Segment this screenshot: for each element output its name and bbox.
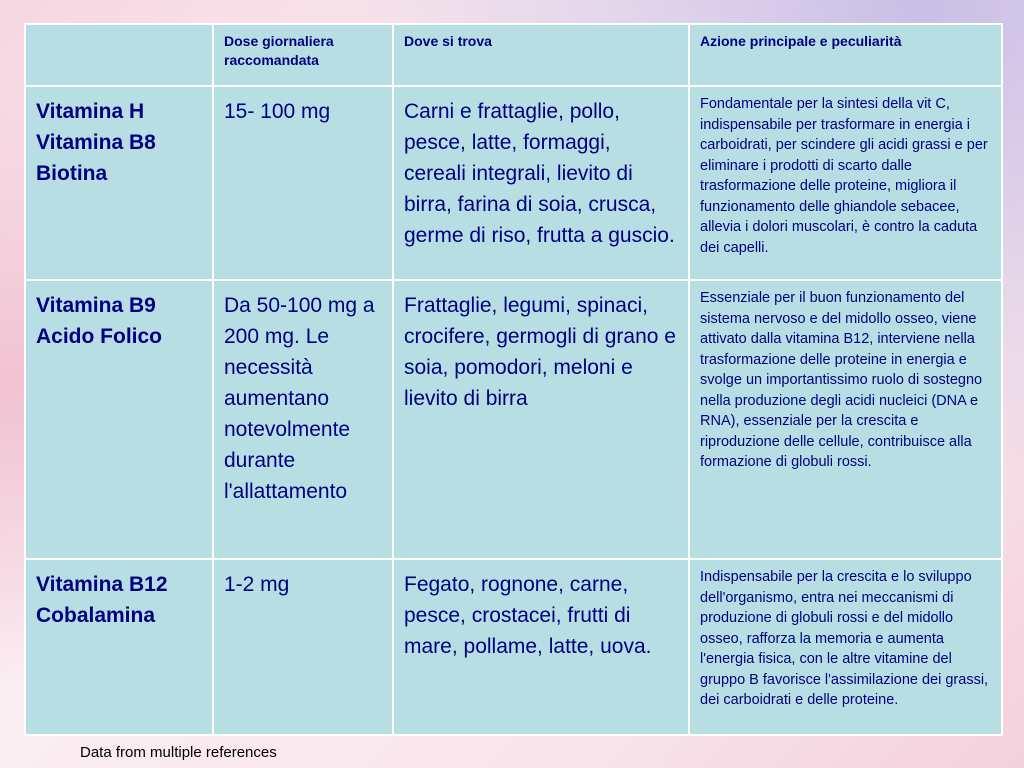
vitamin-name: Acido Folico: [36, 325, 162, 348]
dose-cell: 15- 100 mg: [213, 86, 393, 280]
sources-cell: Fegato, rognone, carne, pesce, crostacei, frutti di mare, pollame, latte, uova.: [393, 559, 689, 735]
dose-cell: 1-2 mg: [213, 559, 393, 735]
action-cell: Fondamentale per la sintesi della vit C, indispensabile per trasformare in energia i carboidrati, per scindere gli acidi grassi e per eliminare i prodotti di scarto dalle trasformazione delle proteine, migliora il funzionamento delle ghiandole sebacee, allevia i dolori muscolari, è contro la caduta dei capelli.: [689, 86, 1002, 280]
dose-cell: Da 50-100 mg a 200 mg. Le necessità aumentano notevolmente durante l'allattamento: [213, 280, 393, 559]
vitamin-name: Vitamina B9: [36, 294, 156, 317]
vitamin-table: [24, 23, 1003, 736]
vitamin-name: Vitamina H: [36, 100, 145, 123]
sources-cell: Carni e frattaglie, pollo, pesce, latte, formaggi, cereali integrali, lievito di birra, farina di soia, crusca, germe di riso, frutta a guscio.: [393, 86, 689, 280]
header-empty-cell: [25, 24, 213, 86]
action-cell: Indispensabile per la crescita e lo sviluppo dell'organismo, entra nei meccanismi di produzione di globuli rossi e del midollo osseo, rafforza la memoria e aumenta l'energia fisica, con le altre vitamine del gruppo B favorisce l'assimilazione dei grassi, dei carboidrati e delle proteine.: [689, 559, 1002, 735]
header-sources: Dove si trova: [393, 24, 689, 86]
table-row: [25, 280, 1002, 559]
table-row: [25, 559, 1002, 735]
vitamin-name-cell: [25, 559, 213, 735]
vitamin-name: Biotina: [36, 162, 108, 185]
vitamin-name-cell: [25, 86, 213, 280]
action-cell: Essenziale per il buon funzionamento del sistema nervoso e del midollo osseo, viene attivato dalla vitamina B12, interviene nella trasformazione delle proteine in energia e svolge un importantissimo ruolo di sostegno nella produzione degli acidi nucleici (DNA e RNA), essenziale per la crescita e riproduzione delle cellule, contribuisce alla formazione di globuli rossi.: [689, 280, 1002, 559]
vitamin-name: Cobalamina: [36, 604, 156, 627]
sources-cell: Frattaglie, legumi, spinaci, crocifere, germogli di grano e soia, pomodori, meloni e lievito di birra: [393, 280, 689, 559]
vitamin-name: Vitamina B8: [36, 131, 156, 154]
vitamin-name-cell: [25, 280, 213, 559]
header-row: [25, 24, 1002, 86]
table-row: [25, 86, 1002, 280]
header-action: Azione principale e peculiarità: [689, 24, 1002, 86]
footer-note: Data from multiple references: [80, 744, 277, 761]
header-dose: Dose giornaliera raccomandata: [213, 24, 393, 86]
vitamin-name: Vitamina B12: [36, 573, 168, 596]
